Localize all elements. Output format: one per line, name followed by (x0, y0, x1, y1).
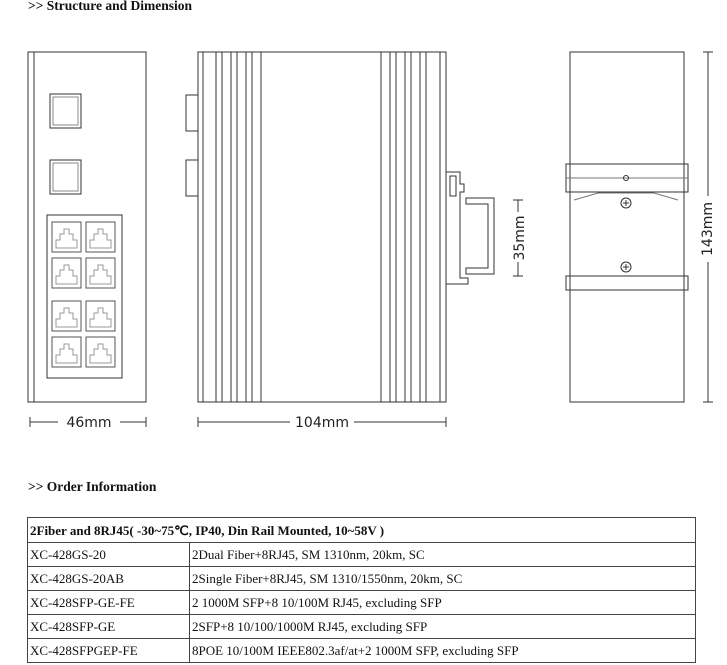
model-cell: XC-428SFP-GE (28, 615, 190, 639)
description-cell: 2Single Fiber+8RJ45, SM 1310/1550nm, 20km, SC (190, 567, 696, 591)
table-row (28, 591, 696, 615)
description-cell: 8POE 10/100M IEEE802.3af/at+2 1000M SFP, excluding SFP (190, 639, 696, 663)
order-heading: >> Order Information (28, 479, 157, 494)
description-cell: 2SFP+8 10/100/1000M RJ45, excluding SFP (190, 615, 696, 639)
model-cell: XC-428GS-20 (28, 543, 190, 567)
back-view (566, 52, 688, 402)
table-row (28, 567, 696, 591)
model-cell: XC-428SFP-GE-FE (28, 591, 190, 615)
front-view (28, 52, 146, 402)
height-dimension-label: 143mm (700, 202, 716, 256)
width-dimension-label: 46mm (66, 415, 112, 431)
structure-heading: >> Structure and Dimension (28, 0, 193, 13)
order-table (27, 517, 696, 663)
table-row (28, 639, 696, 663)
description-cell: 2Dual Fiber+8RJ45, SM 1310nm, 20km, SC (190, 543, 696, 567)
order-table-header: 2Fiber and 8RJ45( -30~75℃, IP40, Din Rail Mounted, 10~58V ) (28, 518, 696, 543)
rail-dimension-label: 35mm (512, 215, 528, 261)
model-cell: XC-428SFPGEP-FE (28, 639, 190, 663)
side-view (186, 52, 494, 402)
table-row (28, 615, 696, 639)
description-cell: 2 1000M SFP+8 10/100M RJ45, excluding SFP (190, 591, 696, 615)
table-row (28, 543, 696, 567)
order-table-header-row (28, 518, 696, 543)
depth-dimension-label: 104mm (295, 415, 349, 431)
model-cell: XC-428GS-20AB (28, 567, 190, 591)
